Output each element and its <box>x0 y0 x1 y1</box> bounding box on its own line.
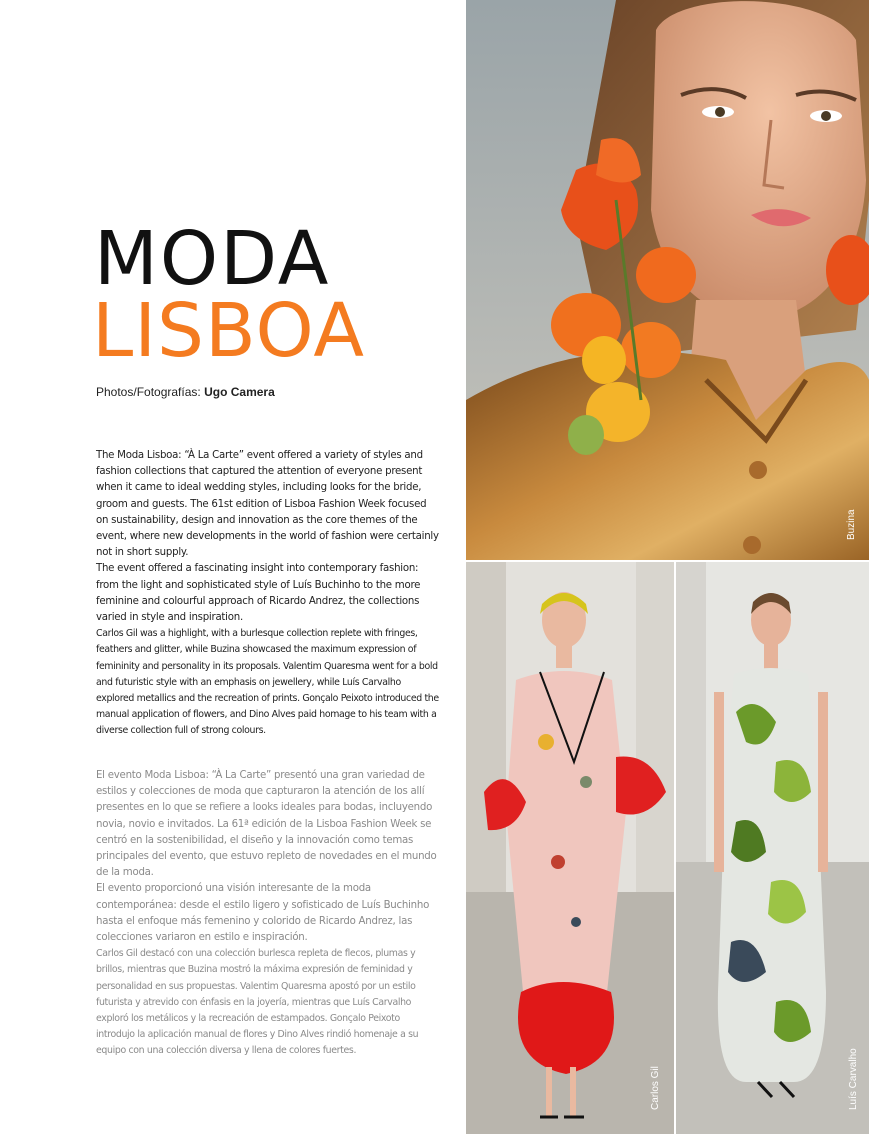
photographer-name: Ugo Camera <box>204 385 275 399</box>
portrait-illustration <box>466 0 869 560</box>
runway-illustration-left <box>466 562 674 1134</box>
photo-credit-luis-carvalho: Luís Carvalho <box>848 1048 859 1110</box>
runway-illustration-right <box>676 562 869 1134</box>
photo-carlos-gil-runway <box>466 562 674 1134</box>
es-paragraph-3: Carlos Gil destacó con una colección burlesca repleta de flecos, plumas y brillos, mientras que Buzina mostró la máxima expresión de feminidad y personalidad en sus propuestas. Valentim Quaresma apostó por un estilo futurista y atrevido con énfasis en la joyería, mientras que Luís Carvalho exploró los metálicos y la recreación de estampados. Gonçalo Peixoto introdujo la aplicación manual de flores y Dino Alves rindió homenaje a su equipo con una colección diversa y llena de colores fuertes. <box>96 948 419 1057</box>
photo-credit-line <box>96 385 275 399</box>
credit-label: Photos/Fotografías: <box>96 385 201 399</box>
es-paragraph-2: El evento proporcionó una visión interesante de la moda contemporánea: desde el estilo ligero y sofisticado de Luís Buchinho hasta el enfoque más femenino y colorido de Ricardo Andrez, las colecciones variaron en estilo e inspiración. <box>96 883 430 944</box>
photo-credit-carlos-gil: Carlos Gil <box>650 1066 661 1110</box>
title-lisboa: LISBOA <box>92 288 366 374</box>
en-paragraph-1: The Moda Lisboa: “À La Carte” event offered a variety of styles and fashion collections that captured the attention of everyone present when it came to ideal wedding styles, including looks for the bride, groom and guests. The 61st edition of Lisboa Fashion Week focused on sustainability, design and innovation as the core themes of the event, where new developments in the world of fashion were certainly not in short supply. <box>96 450 439 559</box>
es-paragraph-1: El evento Moda Lisboa: “À La Carte” presentó una gran variedad de estilos y colecciones de moda que capturaron la atención de los allí presentes en lo que se refiere a looks ideales para bodas, incluyendo novia, novio e invitados. La 61ª edición de la Lisboa Fashion Week se centró en la sostenibilidad, el diseño y la innovación como temas principales del evento, que estuvo repleto de novedades en el mundo de la moda. <box>96 770 437 879</box>
en-paragraph-2: The event offered a fascinating insight into contemporary fashion: from the light and sophisticated style of Luís Buchinho to the more feminine and colourful approach of Ricardo Andrez, the collections varied in style and inspiration. <box>96 563 421 624</box>
photo-credit-buzina: Buzina <box>846 509 857 540</box>
en-paragraph-3: Carlos Gil was a highlight, with a burlesque collection replete with fringes, feathers and glitter, while Buzina showcased the maximum expression of femininity and personality in its proposals. Valentim Quaresma went for a bold and futuristic style with an emphasis on jewellery, while Luís Carvalho explored metallics and the recreation of prints. Gonçalo Peixoto introduced the manual application of flowers, and Dino Alves paid homage to his team with a diverse collection full of strong colours. <box>96 628 439 737</box>
title-moda: MODA <box>94 216 331 302</box>
photo-luis-carvalho-runway <box>676 562 869 1134</box>
article-english <box>96 448 441 740</box>
article-spanish <box>96 768 441 1060</box>
photo-buzina-portrait <box>466 0 869 560</box>
